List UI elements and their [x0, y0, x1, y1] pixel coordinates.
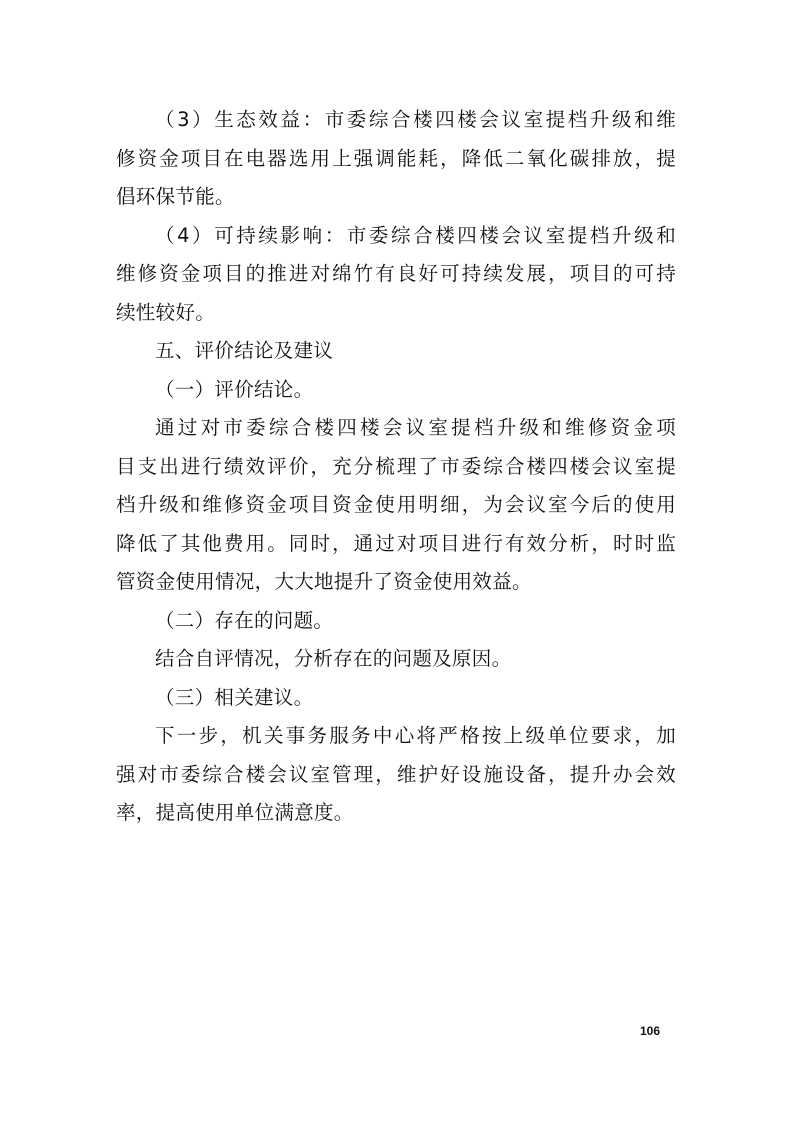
page-body: [116, 101, 676, 833]
subheading-evaluation-conclusion: [116, 371, 676, 410]
text-line: 管资金使用情况，大大地提升了资金使用效益。: [116, 570, 532, 593]
paragraph-ecological-benefit: [116, 101, 676, 217]
text-line: 通过对市委综合楼四楼会议室提档升级和维修资金项: [155, 416, 676, 439]
text-line: 档升级和维修资金项目资金使用明细，为会议室今后的使用: [116, 493, 676, 516]
text-line: 结合自评情况，分析存在的问题及原因。: [155, 647, 512, 670]
text-line: （三）相关建议。: [155, 685, 314, 709]
text-line: 率，提高使用单位满意度。: [116, 801, 354, 824]
text-line: 强对市委综合楼会议室管理，维护好设施设备，提升办会效: [116, 762, 676, 786]
text-line: 倡环保节能。: [116, 185, 235, 208]
subheading-related-suggestions: [116, 679, 676, 718]
page-number: 106: [640, 1024, 661, 1038]
text-line: 目支出进行绩效评价，充分梳理了市委综合楼四楼会议室提: [116, 454, 676, 478]
text-line: 维修资金项目的推进对绵竹有良好可持续发展，项目的可持: [116, 262, 676, 285]
subheading-existing-problems: [116, 602, 676, 641]
text-line: 五、评价结论及建议: [155, 339, 334, 362]
text-line: （一）评价结论。: [155, 377, 314, 401]
text-line: 降低了其他费用。同时，通过对项目进行有效分析，时时监: [116, 531, 676, 555]
paragraph-suggestions-body: [116, 717, 676, 833]
paragraph-conclusion-body: [116, 409, 676, 602]
paragraph-problems-body: [116, 640, 676, 679]
text-line: （3）生态效益：市委综合楼四楼会议室提档升级和维: [155, 108, 676, 131]
text-line: （二）存在的问题。: [155, 608, 334, 632]
text-line: 修资金项目在电器选用上强调能耗，降低二氧化碳排放，提: [116, 146, 676, 170]
text-line: 续性较好。: [116, 300, 216, 324]
section-heading-conclusion-suggestions: [116, 332, 676, 371]
text-line: （4）可持续影响：市委综合楼四楼会议室提档升级和: [155, 223, 676, 247]
paragraph-sustainable-impact: [116, 217, 676, 333]
text-line: 下一步，机关事务服务中心将严格按上级单位要求，加: [155, 724, 676, 747]
